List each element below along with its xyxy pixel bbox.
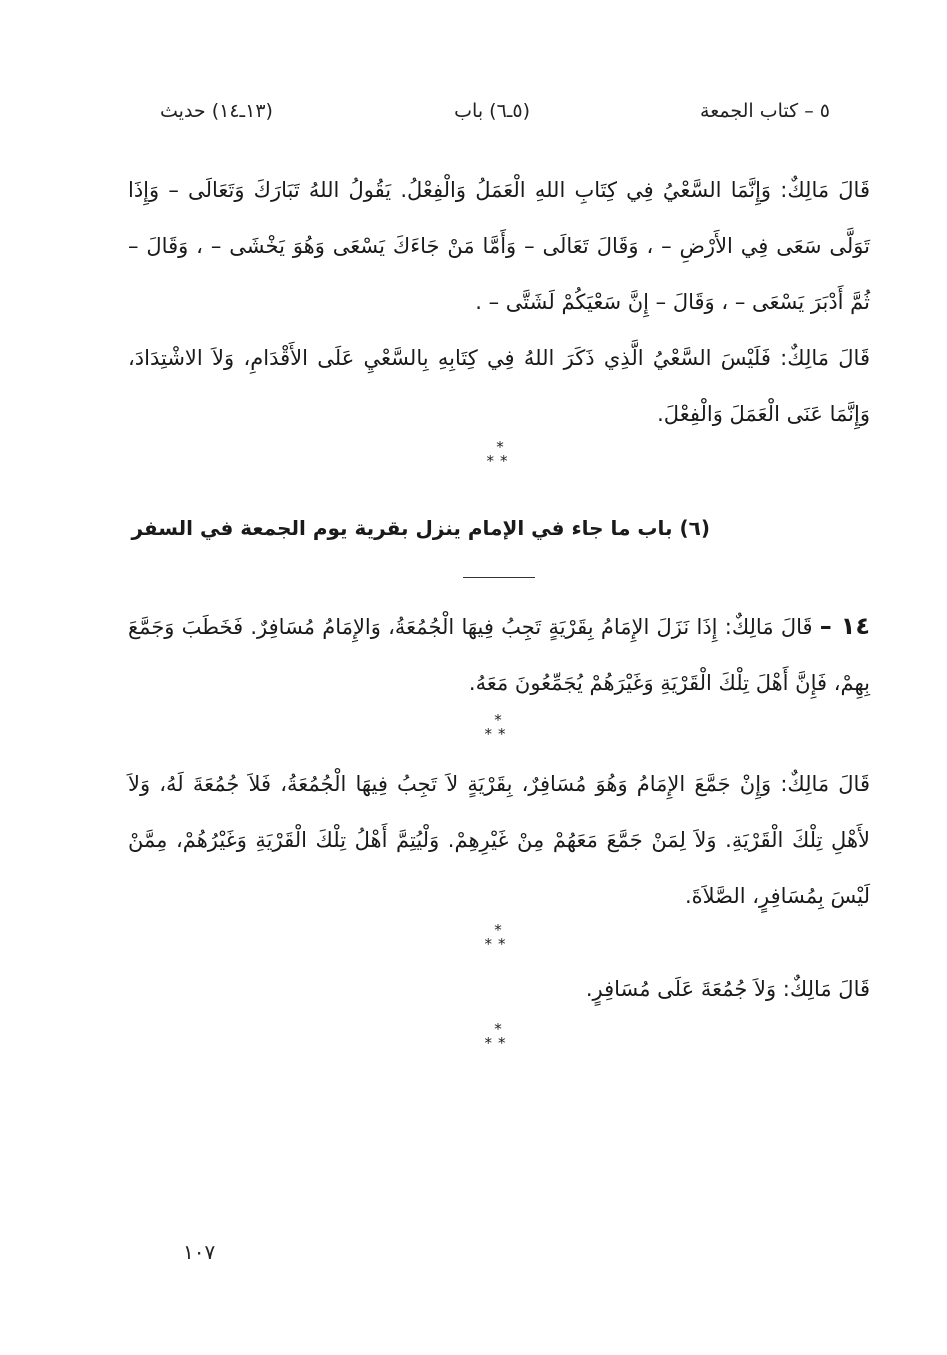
header-book-title: ٥ – كتاب الجمعة: [700, 100, 830, 122]
hadith-14-text: قَالَ مَالِكٌ: إِذَا نَزَلَ الإِمَامُ بِقَرْيَةٍ تَجِبُ فِيهَا الْجُمُعَةُ، وَالإِمَامُ مُسَافِرٌ. فَخَطَبَ وَجَمَّعَ بِهِمْ، فَإِنَّ أَهْلَ تِلْكَ الْقَرْيَةِ وَغَيْرَهُمْ يُجَمِّعُونَ مَعَهُ.: [128, 615, 870, 695]
page-number: ١٠٧: [183, 1240, 216, 1264]
paragraph-hadith-14: [128, 598, 870, 711]
asterism-pair: **: [486, 452, 514, 470]
hadith-number: ١٤ –: [819, 612, 870, 640]
asterism-separator: * **: [470, 440, 530, 474]
asterism-pair: **: [484, 1034, 512, 1052]
paragraph-no-jumua-on-traveler: قَالَ مَالِكٌ: وَلاَ جُمُعَةَ عَلَى مُسَافِرٍ.: [585, 977, 870, 1001]
asterism-separator: * **: [468, 923, 528, 957]
asterism-pair: **: [484, 935, 512, 953]
asterism-separator: * **: [468, 713, 528, 747]
paragraph-sai-meaning: قَالَ مَالِكٌ: وَإِنَّمَا السَّعْيُ فِي كِتَابِ اللهِ الْعَمَلُ وَالْفِعْلُ. يَقُولُ اللهُ تَبَارَكَ وَتَعَالَى – وَإِذَا تَوَلَّى سَعَى فِي الأَرْضِ – ، وَقَالَ تَعَالَى – وَأَمَّا مَنْ جَاءَكَ يَسْعَى وَهُوَ يَخْشَى – ، وَقَالَ – ثُمَّ أَدْبَرَ يَسْعَى – ، وَقَالَ – إِنَّ سَعْيَكُمْ لَشَتَّى – .: [128, 178, 870, 314]
paragraph-sai-not-running: قَالَ مَالِكٌ: فَلَيْسَ السَّعْيُ الَّذِي ذَكَرَ اللهُ فِي كِتَابِهِ بِالسَّعْيِ عَلَى الأَقْدَامِ، وَلاَ الاشْتِدَادَ، وَإِنَّمَا عَنَى الْعَمَلَ وَالْفِعْلَ.: [128, 346, 870, 426]
chapter-heading: (٦) باب ما جاء في الإمام ينزل بقرية يوم الجمعة في السفر: [131, 516, 710, 540]
asterism-pair: **: [484, 725, 512, 743]
running-header: [160, 100, 830, 136]
asterism-separator: * **: [468, 1022, 528, 1056]
header-chapter-ref: (٥ـ٦) باب: [454, 100, 530, 122]
paragraph-no-jumua-traveler: قَالَ مَالِكٌ: وَإِنْ جَمَّعَ الإِمَامُ وَهُوَ مُسَافِرٌ، بِقَرْيَةٍ لاَ تَجِبُ فِيهَا الْجُمُعَةُ، فَلاَ جُمُعَةَ لَهُ، وَلاَ لأَهْلِ تِلْكَ الْقَرْيَةِ. وَلاَ لِمَنْ جَمَّعَ مَعَهُمْ مِنْ غَيْرِهِمْ. وَلْيُتِمَّ أَهْلُ تِلْكَ الْقَرْيَةِ وَغَيْرُهُمْ، مِمَّنْ لَيْسَ بِمُسَافِرٍ، الصَّلاَةَ.: [128, 772, 870, 908]
header-hadith-ref: (١٣ـ١٤) حديث: [160, 100, 273, 122]
heading-rule: [463, 577, 535, 578]
